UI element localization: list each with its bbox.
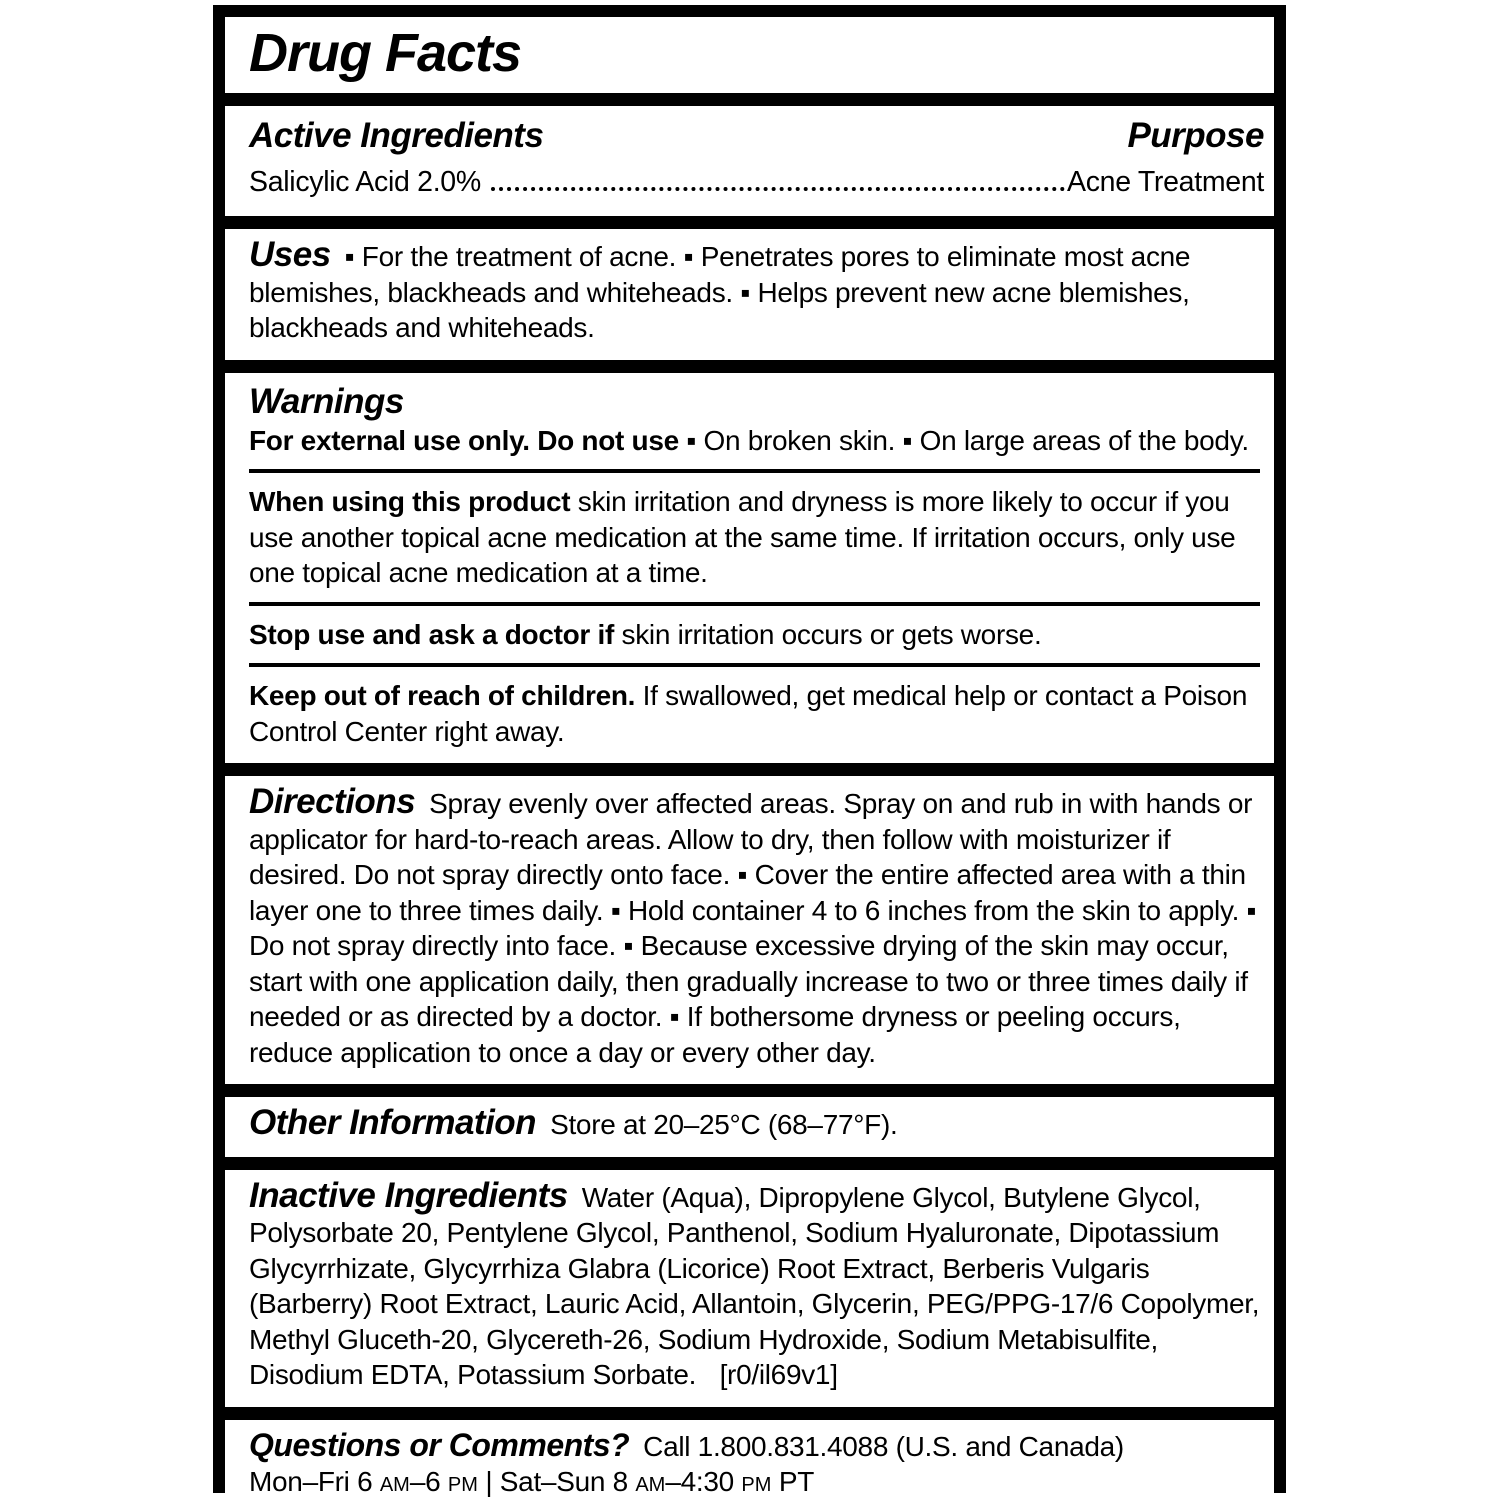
warnings-external-use-text: ▪ On broken skin. ▪ On large areas of the body. bbox=[678, 424, 1249, 456]
purpose-heading: Purpose bbox=[1127, 116, 1264, 155]
section-directions bbox=[225, 776, 1274, 1084]
active-ingredient-purpose: Acne Treatment bbox=[1067, 166, 1264, 198]
active-ingredient-row bbox=[249, 162, 1264, 202]
inactive-ingredients-paragraph bbox=[249, 1175, 1264, 1393]
hours-text: –4:30 bbox=[665, 1466, 742, 1497]
questions-line bbox=[249, 1428, 1264, 1465]
warnings-when-using bbox=[249, 484, 1264, 591]
section-questions bbox=[225, 1420, 1274, 1500]
divider bbox=[249, 602, 1260, 606]
section-uses bbox=[225, 229, 1274, 360]
section-inactive-ingredients bbox=[225, 1170, 1274, 1407]
warnings-when-using-bold: When using this product bbox=[249, 486, 571, 517]
active-ingredients-heading: Active Ingredients bbox=[249, 116, 544, 155]
warnings-heading: Warnings bbox=[249, 381, 404, 421]
other-information-text: Store at 20–25°C (68–77°F). bbox=[550, 1109, 898, 1140]
page-title: Drug Facts bbox=[249, 23, 522, 83]
hours-timezone: PT bbox=[771, 1466, 815, 1497]
warnings-stop-use-text: skin irritation occurs or gets worse. bbox=[614, 618, 1042, 650]
warnings-external-use-bold: For external use only. Do not use bbox=[249, 424, 679, 456]
questions-hours bbox=[249, 1464, 1264, 1500]
drug-facts-label bbox=[213, 5, 1286, 1497]
other-information-paragraph bbox=[249, 1105, 1264, 1143]
hours-am: AM bbox=[379, 1474, 410, 1496]
other-information-heading: Other Information bbox=[249, 1103, 537, 1142]
active-ingredient-name: Salicylic Acid 2.0% bbox=[249, 166, 481, 198]
questions-phone: Call 1.800.831.4088 (U.S. and Canada) bbox=[643, 1430, 1124, 1462]
questions-heading: Questions or Comments? bbox=[249, 1426, 630, 1463]
directions-text: Spray evenly over affected areas. Spray on and rub in with hands or applicator for hard-to-reach areas. Allow to dry, then follow with moisturizer if desired. Do not spray directly onto face. ▪ Cover the entire affected area with a thin layer one to three times daily. ▪ Hold container 4 to 6 inches from the skin to apply. ▪ Do not spray directly into face. ▪ Because excessive drying of the skin may occur, start with one application daily, then gradually increase to two or three times daily if needed or as directed by a doctor. ▪ If bothersome dryness or peeling occurs, reduce application to once a day or every other day. bbox=[249, 788, 1257, 1068]
divider bbox=[249, 663, 1260, 667]
warnings-keep-out-of-reach-text: If swallowed, get medical help or contact a Poison Control Center right away. bbox=[249, 680, 1248, 747]
revision-code: [r0/il69v1] bbox=[719, 1359, 838, 1390]
warnings-keep-out-of-reach-bold: Keep out of reach of children. bbox=[249, 680, 636, 711]
warnings-stop-use bbox=[249, 617, 1264, 653]
warnings-keep-out-of-reach bbox=[249, 678, 1264, 749]
warnings-stop-use-bold: Stop use and ask a doctor if bbox=[249, 618, 615, 650]
uses-text: ▪ For the treatment of acne. ▪ Penetrates pores to eliminate most acne blemishes, blackheads and whiteheads. ▪ Helps prevent new acne blemishes, blackheads and whiteheads. bbox=[249, 241, 1191, 343]
hours-pm: PM bbox=[741, 1474, 772, 1496]
active-ingredients-header-row bbox=[249, 114, 1264, 156]
uses-heading: Uses bbox=[249, 235, 331, 274]
directions-paragraph bbox=[249, 784, 1264, 1070]
hours-pm: PM bbox=[447, 1474, 478, 1496]
hours-am: AM bbox=[635, 1474, 666, 1496]
hours-text: | Sat–Sun 8 bbox=[477, 1466, 636, 1497]
warnings-when-using-text: skin irritation and dryness is more likely to occur if you use another topical acne medication at the same time. If irritation occurs, only use one topical acne medication at a time. bbox=[249, 486, 1236, 588]
divider bbox=[249, 469, 1260, 473]
directions-heading: Directions bbox=[249, 782, 416, 821]
warnings-external-use bbox=[249, 423, 1264, 459]
inactive-ingredients-heading: Inactive Ingredients bbox=[249, 1175, 568, 1215]
section-active-ingredients bbox=[225, 106, 1274, 216]
dotted-leader bbox=[491, 187, 1065, 191]
inactive-ingredients-text: Water (Aqua), Dipropylene Glycol, Butylene Glycol, Polysorbate 20, Pentylene Glycol, Panthenol, Sodium Hyaluronate, Dipotassium Glycyrrhizate, Glycyrrhiza Glabra (Licorice) Root Extract, Berberis Vulgaris (Barberry) Root Extract, Lauric Acid, Allantoin, Glycerin, PEG/PPG-17/6 Copolymer, Methyl Gluceth-20, Glycereth-26, Sodium Hydroxide, Sodium Metabisulfite, Disodium EDTA, Potassium Sorbate. bbox=[249, 1181, 1260, 1390]
section-title bbox=[225, 17, 1274, 93]
section-other-information bbox=[225, 1097, 1274, 1157]
section-warnings bbox=[225, 373, 1274, 764]
hours-text: –6 bbox=[409, 1466, 448, 1497]
uses-paragraph bbox=[249, 237, 1264, 346]
hours-text: Mon–Fri 6 bbox=[249, 1466, 380, 1497]
